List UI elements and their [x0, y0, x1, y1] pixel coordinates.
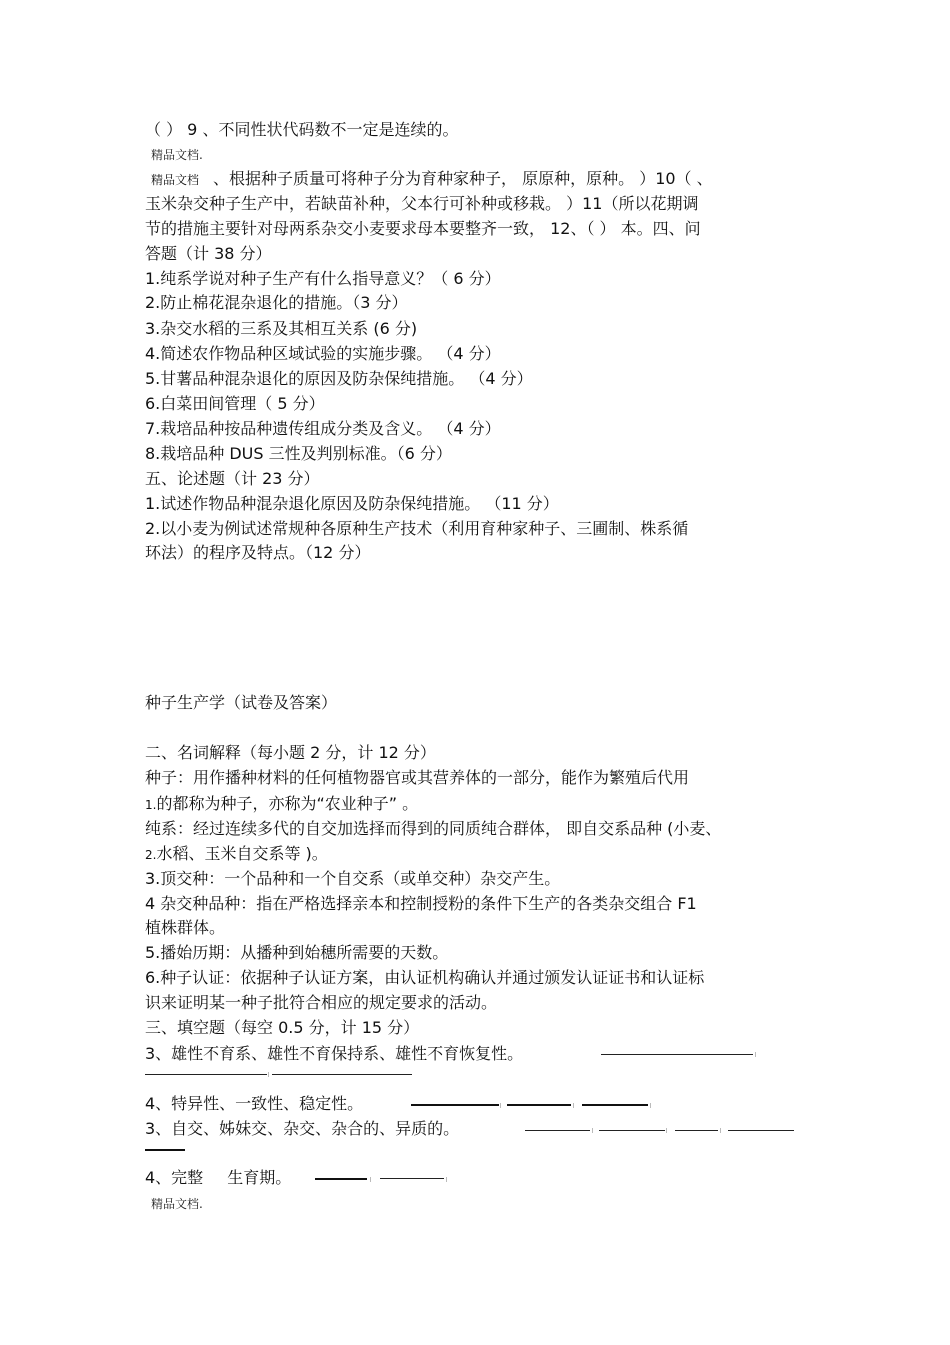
question-item: 6.白菜田间管理（ 5 分） — [145, 394, 325, 413]
blank-marker — [268, 1072, 269, 1077]
question-12-line: 节的措施主要针对母两系杂交小麦要求母本要整齐一致， 12、（ ） 本。四、问 — [145, 219, 701, 238]
question-9: （ ） 9 、不同性状代码数不一定是连续的。 — [145, 120, 459, 139]
question-item: 2.防止棉花混杂退化的措施。（3 分） — [145, 293, 408, 312]
blank-marker — [573, 1103, 574, 1108]
item-number: 1. — [145, 798, 157, 812]
definition-pure-line: 纯系：经过连续多代的自交加选择而得到的同质纯合群体， 即自交系品种 (小麦、 — [145, 819, 722, 838]
definition-heading-period: 5.播始历期：从播种到始穗所需要的天数。 — [145, 943, 449, 962]
definition-hybrid-variety-cont: 植株群体。 — [145, 918, 226, 937]
definition-pure-line-cont — [145, 843, 328, 866]
fill-answer-3: 3、自交、姊妹交、杂交、杂合的、异质的。 — [145, 1119, 460, 1138]
blank-marker — [650, 1103, 651, 1108]
question-item: 8.栽培品种 DUS 三性及判别标准。（6 分） — [145, 444, 452, 463]
definition-seed: 种子：用作播种材料的任何植物器官或其营养体的一部分，能作为繁殖后代用 — [145, 768, 690, 787]
answer-blank — [507, 1104, 571, 1106]
answer-blank — [582, 1104, 648, 1106]
definition-hybrid-variety: 4 杂交种品种：指在严格选择亲本和控制授粉的条件下生产的各类杂交组合 F1 — [145, 894, 697, 913]
question-11-line: 玉米杂交种子生产中，若缺苗补种，父本行可补种或移栽。 ）11（所以花期调 — [145, 194, 699, 213]
answer-blank — [380, 1178, 444, 1179]
answer-blank — [145, 1149, 185, 1151]
essay-question-2-cont: 环法）的程序及特点。（12 分） — [145, 543, 371, 562]
section-3-title: 三、填空题（每空 0.5 分，计 15 分） — [145, 1018, 420, 1037]
question-item: 1.纯系学说对种子生产有什么指导意义？（ 6 分） — [145, 269, 501, 288]
question-item: 7.栽培品种按品种遗传组成分类及含义。 （4 分） — [145, 419, 501, 438]
answer-blank — [728, 1130, 794, 1131]
essay-question-2: 2.以小麦为例试述常规种各原种生产技术（利用育种家种子、三圃制、株系循 — [145, 519, 689, 538]
section-5-title: 五、论述题（计 23 分） — [145, 469, 320, 488]
blank-marker — [592, 1128, 593, 1133]
answer-blank — [411, 1104, 499, 1106]
definition-seed-cont — [145, 793, 418, 816]
fill-answer-4-part-1: 4、完整 — [145, 1168, 204, 1187]
question-10-text: 、根据种子质量可将种子分为育种家种子， 原原种，原种。 ）10（ 、 — [213, 169, 713, 188]
question-item: 5.甘薯品种混杂退化的原因及防杂保纯措施。 （4 分） — [145, 369, 533, 388]
question-10-line — [145, 168, 713, 191]
blank-marker — [446, 1177, 447, 1182]
paper-title: 种子生产学（试卷及答案） — [145, 693, 338, 712]
blank-marker — [666, 1128, 667, 1133]
answer-blank — [315, 1178, 367, 1180]
fill-answer-1: 3、雄性不育系、雄性不育保持系、雄性不育恢复性。 — [145, 1044, 524, 1063]
blank-marker — [500, 1103, 501, 1108]
fill-answer-2: 4、特异性、一致性、稳定性。 — [145, 1094, 364, 1113]
definition-seed-certification: 6.种子认证：依据种子认证方案，由认证机构确认并通过颁发认证证书和认证标 — [145, 968, 705, 987]
fill-answer-4 — [145, 1167, 291, 1189]
watermark-text: 精品文档. — [151, 1197, 203, 1211]
item-number: 2. — [145, 848, 157, 862]
watermark-text: 精品文档. — [151, 148, 203, 162]
definition-top-cross: 3.顶交种：一个品种和一个自交系（或单交种）杂交产生。 — [145, 869, 561, 888]
blank-marker — [370, 1177, 371, 1182]
definition-seed-certification-cont: 识来证明某一种子批符合相应的规定要求的活动。 — [145, 993, 498, 1012]
blank-marker — [755, 1052, 756, 1057]
section-2-title: 二、名词解释（每小题 2 分，计 12 分） — [145, 743, 436, 762]
answer-blank — [599, 1130, 665, 1131]
answer-blank — [675, 1130, 718, 1131]
answer-blank — [601, 1054, 753, 1055]
essay-question-1: 1.试述作物品种混杂退化原因及防杂保纯措施。 （11 分） — [145, 494, 559, 513]
definition-text: 的都称为种子，亦称为“农业种子” 。 — [156, 794, 419, 813]
question-item: 3.杂交水稻的三系及其相互关系 (6 分) — [145, 319, 418, 338]
section-4-title: 答题（计 38 分） — [145, 244, 272, 263]
question-item: 4.简述农作物品种区域试验的实施步骤。 （4 分） — [145, 344, 501, 363]
answer-blank — [272, 1074, 412, 1075]
blank-marker — [720, 1128, 721, 1133]
answer-blank — [525, 1130, 590, 1131]
definition-text: 水稻、玉米自交系等 )。 — [156, 844, 328, 863]
watermark-inline: 精品文档 — [151, 173, 200, 187]
fill-answer-4-part-2: 生育期。 — [227, 1168, 292, 1187]
answer-blank — [145, 1074, 267, 1075]
